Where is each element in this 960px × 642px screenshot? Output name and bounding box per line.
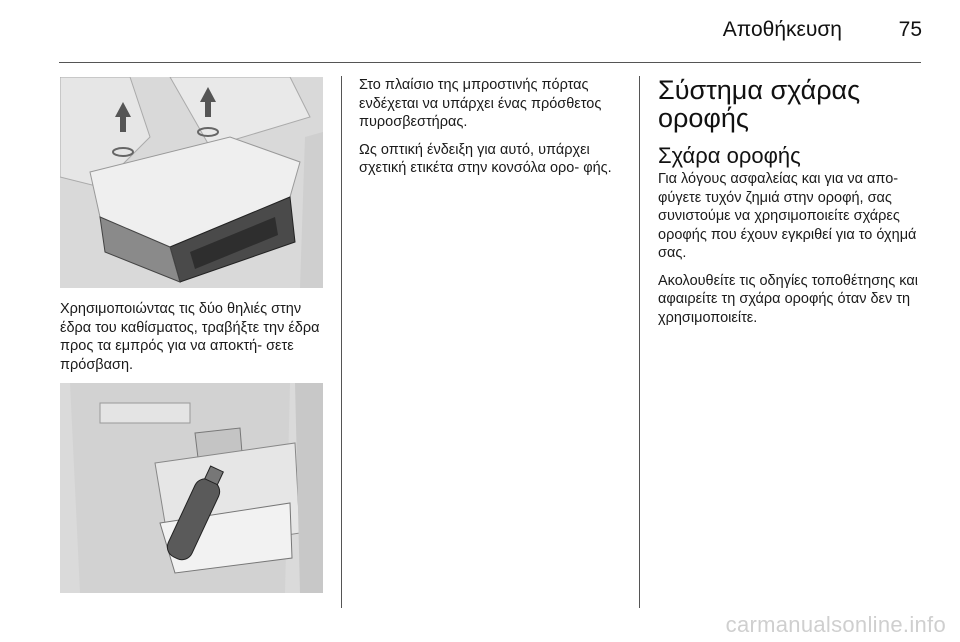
column-3 xyxy=(658,76,926,336)
header-rule xyxy=(59,62,921,63)
subsection-heading: Σχάρα οροφής xyxy=(658,143,801,168)
seat-caption: Χρησιμοποιώντας τις δύο θηλιές στην έδρα του καθίσματος, τραβήξτε την έδρα προς τα εμπρός για να αποκτή- σετε πρόσβαση. xyxy=(60,301,320,373)
page-number: 75 xyxy=(898,18,922,41)
page-header-title: Αποθήκευση xyxy=(722,18,842,41)
door-extinguisher-illustration xyxy=(60,383,323,593)
section-heading: Σύστημα σχάρας οροφής xyxy=(658,75,861,133)
column-2 xyxy=(359,76,627,187)
watermark: carmanualsonline.info xyxy=(725,612,946,637)
extinguisher-paragraph: Στο πλαίσιο της μπροστινής πόρτας ενδέχεται να υπάρχει ένας πρόσθετος πυροσβεστήρας. xyxy=(359,77,602,130)
column-divider-left xyxy=(341,76,342,608)
roof-rack-safety-paragraph: Για λόγους ασφαλείας και για να απο- φύγετε τυχόν ζημιά στην οροφή, σας συνιστούμε να χρησιμοποιείτε σχάρες οροφής που έχουν εγκριθεί για το όχημά σας. xyxy=(658,171,917,261)
seat-storage-illustration xyxy=(60,77,323,288)
label-paragraph: Ως οπτική ένδειξη για αυτό, υπάρχει σχετική ετικέτα στην κονσόλα ορο- φής. xyxy=(359,141,612,176)
roof-rack-instructions-paragraph: Ακολουθείτε τις οδηγίες τοποθέτησης και αφαιρείτε τη σχάρα οροφής όταν δεν τη χρησιμοποιείτε. xyxy=(658,272,918,326)
column-divider-right xyxy=(639,76,640,608)
